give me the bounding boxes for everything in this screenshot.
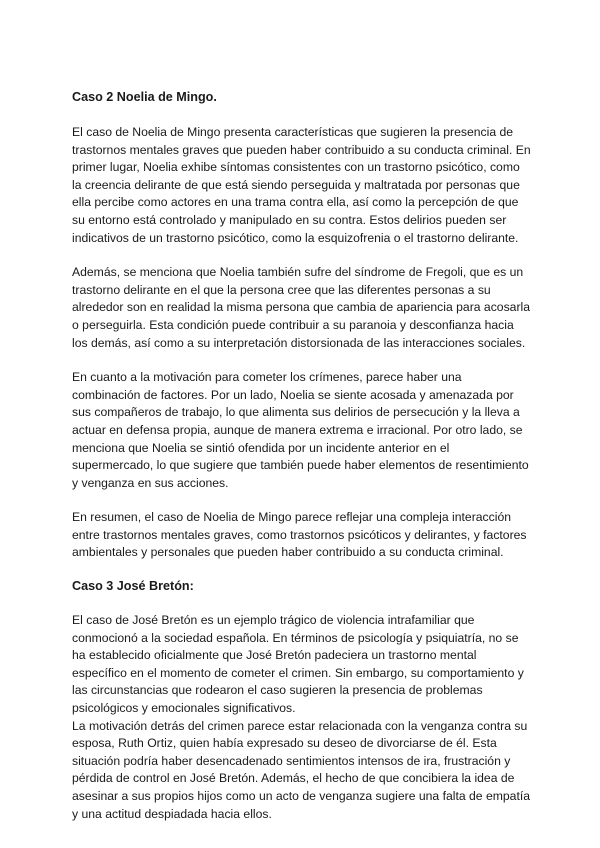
text-line: pérdida de control en José Bretón. Además, el hecho de que concibiera la idea de [72,771,515,786]
text-line: Además, se menciona que Noelia también sufre del síndrome de Fregoli, que es un [72,265,524,280]
text-line: específico en el momento de cometer el crimen. Sin embargo, su comportamiento y [72,665,524,680]
text-line: combinación de factores. Por un lado, Noelia se siente acosada y amenazada por [72,387,514,402]
text-line: entre trastornos mentales graves, como trastornos psicóticos y delirantes, y factores [72,527,527,542]
text-line: las circunstancias que rodearon el caso sugieren la presencia de problemas [72,683,483,698]
text-line: asesinar a sus propios hijos como un acto de venganza sugiere una falta de empatía [72,789,530,803]
text-line: ella percibe como actores en una trama contra ella, así como la percepción de que [72,195,519,210]
paragraph [72,124,532,247]
text-line: La motivación detrás del crimen parece estar relacionada con la venganza contra su [72,718,528,733]
text-line: los demás, así como a su interpretación distorsionada de las interacciones sociales. [72,335,526,350]
text-line: El caso de José Bretón es un ejemplo trágico de violencia intrafamiliar que [72,613,475,628]
text-line: actuar en defensa propia, aunque de manera extrema e irracional. Por otro lado, se [72,422,523,437]
text-line: sus compañeros de trabajo, lo que alimenta sus delirios de persecución y la lleva a [72,405,520,420]
paragraph [72,612,532,823]
section-heading: Caso 2 Noelia de Mingo. [72,90,217,104]
text-line: y una actitud despiadada hacia ellos. [72,806,272,821]
text-line: la creencia delirante de que está siendo perseguida y maltratada por personas que [72,177,520,192]
text-line: esposa, Ruth Ortiz, quien había expresado su deseo de divorciarse de él. Esta [72,736,497,751]
text-line: y venganza en sus acciones. [72,475,229,490]
text-line: situación podría haber desencadenado sentimientos intensos de ira, frustración y [72,753,511,768]
text-line: trastornos mentales graves que pueden haber contribuido a su conducta criminal. En [72,142,531,157]
text-line: En resumen, el caso de Noelia de Mingo parece reflejar una compleja interacción [72,510,511,525]
text-line: o perseguirla. Esta condición puede contribuir a su paranoia y desconfianza hacia [72,317,514,332]
text-line: su entorno está controlado y manipulado en su contra. Estos delirios pueden ser [72,212,507,227]
section-caso-3 [72,577,532,823]
text-line: psicológicos y emocionales significativos. [72,701,296,716]
paragraph [72,509,532,562]
document-page [72,88,532,823]
text-line: ambientales y personales que pueden haber contribuido a su conducta criminal. [72,545,504,560]
section-caso-2 [72,88,532,562]
paragraph [72,264,532,352]
text-line: conmocionó a la sociedad española. En términos de psicología y psiquiatría, no se [72,630,519,645]
text-line: supermercado, lo que sugiere que también puede haber elementos de resentimiento [72,458,529,473]
text-line: El caso de Noelia de Mingo presenta características que sugieren la presencia de [72,125,514,139]
text-line: trastorno delirante en el que la persona cree que las diferentes personas a su [72,282,491,297]
text-line: menciona que Noelia se sintió ofendida por un incidente anterior en el [72,440,450,455]
text-line: alrededor son en realidad la misma persona que cambia de apariencia para acosarla [72,300,530,315]
text-line: primer lugar, Noelia exhibe síntomas consistentes con un trastorno psicótico, como [72,160,520,175]
text-line: ha establecido oficialmente que José Bretón padeciera un trastorno mental [72,648,477,663]
text-line: En cuanto a la motivación para cometer los crímenes, parece haber una [72,370,462,385]
section-heading: Caso 3 José Bretón: [72,579,194,594]
text-line: indicativos de un trastorno psicótico, como la esquizofrenia o el trastorno delirante. [72,230,519,245]
paragraph [72,369,532,492]
